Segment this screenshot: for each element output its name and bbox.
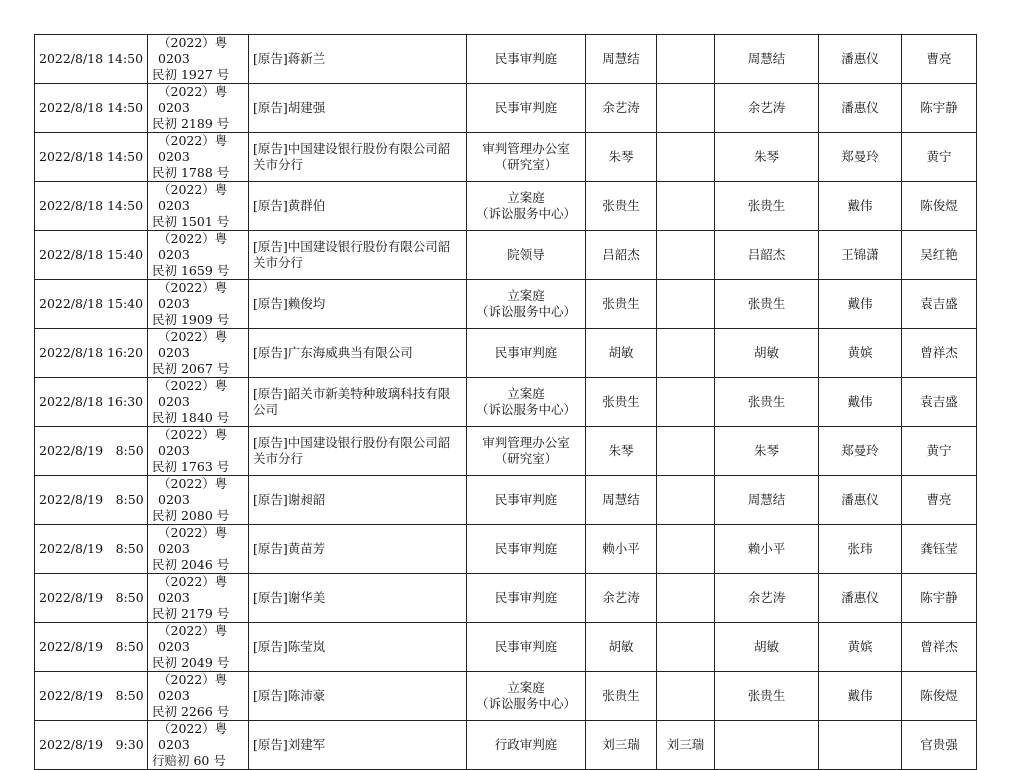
person-cell-p4: 郑曼玲 bbox=[819, 427, 902, 476]
party-cell: [原告]陈莹岚 bbox=[249, 623, 467, 672]
person-cell-p3 bbox=[715, 721, 819, 770]
case-number-line-2: 民初 2189 号 bbox=[152, 116, 230, 131]
person-cell-p4: 黄嫔 bbox=[819, 623, 902, 672]
table-row bbox=[35, 378, 977, 427]
person-cell-p1: 周慧结 bbox=[586, 35, 657, 84]
hearing-time-cell: 2022/8/19 8:50 bbox=[35, 574, 148, 623]
case-number-line-1: （2022）粤 0203 bbox=[158, 329, 228, 360]
case-number-cell bbox=[148, 182, 249, 231]
person-cell-p1: 吕韶杰 bbox=[586, 231, 657, 280]
department-cell bbox=[467, 623, 586, 672]
case-number-line-1: （2022）粤 0203 bbox=[158, 476, 228, 507]
department-line: 院领导 bbox=[507, 247, 545, 262]
department-cell bbox=[467, 280, 586, 329]
hearing-time-cell: 2022/8/19 8:50 bbox=[35, 476, 148, 525]
person-cell-p5: 黄宁 bbox=[902, 133, 977, 182]
person-cell-p4: 戴伟 bbox=[819, 182, 902, 231]
case-number-cell bbox=[148, 721, 249, 770]
person-cell-p3: 周慧结 bbox=[715, 35, 819, 84]
hearing-time-cell: 2022/8/19 8:50 bbox=[35, 623, 148, 672]
person-cell-p4: 黄嫔 bbox=[819, 329, 902, 378]
person-cell-p4: 戴伟 bbox=[819, 280, 902, 329]
department-cell bbox=[467, 35, 586, 84]
department-line: （研究室） bbox=[494, 451, 558, 466]
person-cell-p2 bbox=[657, 35, 715, 84]
person-cell-p5: 曾祥杰 bbox=[902, 329, 977, 378]
person-cell-p2 bbox=[657, 623, 715, 672]
person-cell-p2 bbox=[657, 329, 715, 378]
table-row bbox=[35, 427, 977, 476]
person-cell-p3: 朱琴 bbox=[715, 133, 819, 182]
department-cell bbox=[467, 721, 586, 770]
department-cell bbox=[467, 231, 586, 280]
case-number-cell bbox=[148, 329, 249, 378]
table-row bbox=[35, 574, 977, 623]
department-cell bbox=[467, 329, 586, 378]
case-number-line-1: （2022）粤 0203 bbox=[158, 672, 228, 703]
person-cell-p5: 袁吉盛 bbox=[902, 280, 977, 329]
case-number-line-1: （2022）粤 0203 bbox=[158, 35, 228, 66]
case-number-line-2: 民初 1659 号 bbox=[152, 263, 230, 278]
party-cell: [原告]中国建设银行股份有限公司韶关市分行 bbox=[249, 427, 467, 476]
table-row bbox=[35, 133, 977, 182]
case-number-cell bbox=[148, 427, 249, 476]
person-cell-p2 bbox=[657, 84, 715, 133]
case-number-line-1: （2022）粤 0203 bbox=[158, 378, 228, 409]
party-cell: [原告]胡建强 bbox=[249, 84, 467, 133]
case-number-cell bbox=[148, 574, 249, 623]
person-cell-p3: 朱琴 bbox=[715, 427, 819, 476]
person-cell-p3: 张贵生 bbox=[715, 182, 819, 231]
person-cell-p5: 曹亮 bbox=[902, 35, 977, 84]
case-number-line-1: （2022）粤 0203 bbox=[158, 721, 228, 752]
hearing-time-cell: 2022/8/18 14:50 bbox=[35, 35, 148, 84]
hearing-time-cell: 2022/8/18 14:50 bbox=[35, 84, 148, 133]
person-cell-p5: 曾祥杰 bbox=[902, 623, 977, 672]
person-cell-p2 bbox=[657, 672, 715, 721]
person-cell-p3: 余艺涛 bbox=[715, 84, 819, 133]
person-cell-p3: 胡敏 bbox=[715, 329, 819, 378]
person-cell-p3: 余艺涛 bbox=[715, 574, 819, 623]
table-row bbox=[35, 182, 977, 231]
hearing-time-cell: 2022/8/19 8:50 bbox=[35, 427, 148, 476]
person-cell-p5: 吴红艳 bbox=[902, 231, 977, 280]
department-line: 民事审判庭 bbox=[494, 590, 558, 605]
person-cell-p4: 戴伟 bbox=[819, 378, 902, 427]
person-cell-p5: 袁吉盛 bbox=[902, 378, 977, 427]
case-number-line-1: （2022）粤 0203 bbox=[158, 182, 228, 213]
case-number-cell bbox=[148, 378, 249, 427]
person-cell-p4: 戴伟 bbox=[819, 672, 902, 721]
department-line: 民事审判庭 bbox=[494, 492, 558, 507]
party-cell: [原告]蒋新兰 bbox=[249, 35, 467, 84]
department-line: （诉讼服务中心） bbox=[475, 304, 576, 319]
case-number-cell bbox=[148, 133, 249, 182]
case-number-line-2: 民初 1840 号 bbox=[152, 410, 230, 425]
department-line: 民事审判庭 bbox=[494, 100, 558, 115]
table-row bbox=[35, 623, 977, 672]
case-number-line-2: 民初 1909 号 bbox=[152, 312, 230, 327]
person-cell-p4 bbox=[819, 721, 902, 770]
department-line: 立案庭 bbox=[507, 288, 545, 303]
case-number-cell bbox=[148, 672, 249, 721]
department-line: （研究室） bbox=[494, 157, 558, 172]
department-line: 行政审判庭 bbox=[494, 737, 558, 752]
hearing-time-cell: 2022/8/19 8:50 bbox=[35, 672, 148, 721]
table-row bbox=[35, 476, 977, 525]
department-cell bbox=[467, 133, 586, 182]
hearing-time-cell: 2022/8/18 14:50 bbox=[35, 133, 148, 182]
hearing-time-cell: 2022/8/19 9:30 bbox=[35, 721, 148, 770]
department-line: 民事审判庭 bbox=[494, 345, 558, 360]
table-row bbox=[35, 35, 977, 84]
person-cell-p2 bbox=[657, 378, 715, 427]
person-cell-p5: 陈宇静 bbox=[902, 84, 977, 133]
person-cell-p2 bbox=[657, 231, 715, 280]
person-cell-p4: 潘惠仪 bbox=[819, 84, 902, 133]
case-number-cell bbox=[148, 623, 249, 672]
person-cell-p3: 张贵生 bbox=[715, 378, 819, 427]
person-cell-p4: 王锦潇 bbox=[819, 231, 902, 280]
case-number-line-2: 民初 2046 号 bbox=[152, 557, 230, 572]
case-number-line-1: （2022）粤 0203 bbox=[158, 231, 228, 262]
case-number-line-2: 民初 1788 号 bbox=[152, 165, 230, 180]
person-cell-p1: 余艺涛 bbox=[586, 84, 657, 133]
case-number-cell bbox=[148, 231, 249, 280]
person-cell-p3: 胡敏 bbox=[715, 623, 819, 672]
person-cell-p2 bbox=[657, 476, 715, 525]
case-number-line-1: （2022）粤 0203 bbox=[158, 280, 228, 311]
person-cell-p2: 刘三瑞 bbox=[657, 721, 715, 770]
case-number-cell bbox=[148, 280, 249, 329]
person-cell-p2 bbox=[657, 525, 715, 574]
hearing-time-cell: 2022/8/18 16:20 bbox=[35, 329, 148, 378]
person-cell-p1: 张贵生 bbox=[586, 182, 657, 231]
person-cell-p1: 朱琴 bbox=[586, 133, 657, 182]
party-cell: [原告]谢华美 bbox=[249, 574, 467, 623]
department-cell bbox=[467, 84, 586, 133]
person-cell-p1: 张贵生 bbox=[586, 378, 657, 427]
table-row bbox=[35, 721, 977, 770]
party-cell: [原告]广东海威典当有限公司 bbox=[249, 329, 467, 378]
department-cell bbox=[467, 182, 586, 231]
case-number-cell bbox=[148, 525, 249, 574]
department-line: 立案庭 bbox=[507, 190, 545, 205]
case-number-line-1: （2022）粤 0203 bbox=[158, 133, 228, 164]
party-cell: [原告]韶关市新美特种玻璃科技有限公司 bbox=[249, 378, 467, 427]
department-line: 民事审判庭 bbox=[494, 541, 558, 556]
person-cell-p2 bbox=[657, 133, 715, 182]
department-cell bbox=[467, 525, 586, 574]
person-cell-p5: 陈俊煜 bbox=[902, 672, 977, 721]
hearing-schedule-table bbox=[34, 34, 977, 770]
case-number-line-2: 民初 2266 号 bbox=[152, 704, 230, 719]
person-cell-p5: 黄宁 bbox=[902, 427, 977, 476]
person-cell-p5: 官贵强 bbox=[902, 721, 977, 770]
department-cell bbox=[467, 672, 586, 721]
department-line: （诉讼服务中心） bbox=[475, 206, 576, 221]
party-cell: [原告]赖俊均 bbox=[249, 280, 467, 329]
table-row bbox=[35, 672, 977, 721]
person-cell-p5: 曹亮 bbox=[902, 476, 977, 525]
hearing-time-cell: 2022/8/18 15:40 bbox=[35, 231, 148, 280]
person-cell-p1: 张贵生 bbox=[586, 672, 657, 721]
person-cell-p3: 张贵生 bbox=[715, 280, 819, 329]
case-number-line-2: 民初 1501 号 bbox=[152, 214, 230, 229]
person-cell-p3: 赖小平 bbox=[715, 525, 819, 574]
hearing-time-cell: 2022/8/18 15:40 bbox=[35, 280, 148, 329]
person-cell-p4: 张玮 bbox=[819, 525, 902, 574]
person-cell-p3: 张贵生 bbox=[715, 672, 819, 721]
department-line: 民事审判庭 bbox=[494, 639, 558, 654]
person-cell-p1: 朱琴 bbox=[586, 427, 657, 476]
table-row bbox=[35, 329, 977, 378]
department-cell bbox=[467, 476, 586, 525]
department-line: 民事审判庭 bbox=[494, 51, 558, 66]
person-cell-p5: 龚钰莹 bbox=[902, 525, 977, 574]
person-cell-p4: 潘惠仪 bbox=[819, 574, 902, 623]
department-line: 审判管理办公室 bbox=[482, 435, 570, 450]
person-cell-p2 bbox=[657, 574, 715, 623]
department-line: 审判管理办公室 bbox=[482, 141, 570, 156]
hearing-time-cell: 2022/8/19 8:50 bbox=[35, 525, 148, 574]
table-row bbox=[35, 231, 977, 280]
table-row bbox=[35, 525, 977, 574]
case-number-line-1: （2022）粤 0203 bbox=[158, 427, 228, 458]
case-number-cell bbox=[148, 476, 249, 525]
case-number-line-1: （2022）粤 0203 bbox=[158, 525, 228, 556]
case-number-line-2: 民初 2080 号 bbox=[152, 508, 230, 523]
person-cell-p5: 陈俊煜 bbox=[902, 182, 977, 231]
table-row bbox=[35, 280, 977, 329]
party-cell: [原告]陈沛豪 bbox=[249, 672, 467, 721]
person-cell-p2 bbox=[657, 280, 715, 329]
party-cell: [原告]黄群伯 bbox=[249, 182, 467, 231]
person-cell-p5: 陈宇静 bbox=[902, 574, 977, 623]
case-number-cell bbox=[148, 35, 249, 84]
department-line: 立案庭 bbox=[507, 386, 545, 401]
party-cell: [原告]中国建设银行股份有限公司韶关市分行 bbox=[249, 231, 467, 280]
case-number-line-2: 民初 1927 号 bbox=[152, 67, 230, 82]
person-cell-p2 bbox=[657, 427, 715, 476]
department-line: （诉讼服务中心） bbox=[475, 402, 576, 417]
case-number-line-1: （2022）粤 0203 bbox=[158, 574, 228, 605]
department-cell bbox=[467, 378, 586, 427]
case-number-cell bbox=[148, 84, 249, 133]
person-cell-p1: 余艺涛 bbox=[586, 574, 657, 623]
party-cell: [原告]刘建军 bbox=[249, 721, 467, 770]
party-cell: [原告]黄苗芳 bbox=[249, 525, 467, 574]
case-number-line-1: （2022）粤 0203 bbox=[158, 84, 228, 115]
case-number-line-1: （2022）粤 0203 bbox=[158, 623, 228, 654]
case-number-line-2: 民初 2067 号 bbox=[152, 361, 230, 376]
case-number-line-2: 民初 2179 号 bbox=[152, 606, 230, 621]
table-row bbox=[35, 84, 977, 133]
person-cell-p1: 胡敏 bbox=[586, 623, 657, 672]
hearing-time-cell: 2022/8/18 14:50 bbox=[35, 182, 148, 231]
department-cell bbox=[467, 427, 586, 476]
hearing-time-cell: 2022/8/18 16:30 bbox=[35, 378, 148, 427]
person-cell-p4: 郑曼玲 bbox=[819, 133, 902, 182]
case-number-line-2: 民初 1763 号 bbox=[152, 459, 230, 474]
person-cell-p1: 刘三瑞 bbox=[586, 721, 657, 770]
person-cell-p2 bbox=[657, 182, 715, 231]
party-cell: [原告]谢昶韶 bbox=[249, 476, 467, 525]
case-number-line-2: 民初 2049 号 bbox=[152, 655, 230, 670]
department-line: （诉讼服务中心） bbox=[475, 696, 576, 711]
person-cell-p3: 周慧结 bbox=[715, 476, 819, 525]
department-line: 立案庭 bbox=[507, 680, 545, 695]
person-cell-p1: 赖小平 bbox=[586, 525, 657, 574]
case-number-line-2: 行赔初 60 号 bbox=[152, 753, 226, 768]
person-cell-p4: 潘惠仪 bbox=[819, 476, 902, 525]
person-cell-p1: 张贵生 bbox=[586, 280, 657, 329]
person-cell-p3: 吕韶杰 bbox=[715, 231, 819, 280]
person-cell-p1: 周慧结 bbox=[586, 476, 657, 525]
person-cell-p4: 潘惠仪 bbox=[819, 35, 902, 84]
department-cell bbox=[467, 574, 586, 623]
party-cell: [原告]中国建设银行股份有限公司韶关市分行 bbox=[249, 133, 467, 182]
person-cell-p1: 胡敏 bbox=[586, 329, 657, 378]
